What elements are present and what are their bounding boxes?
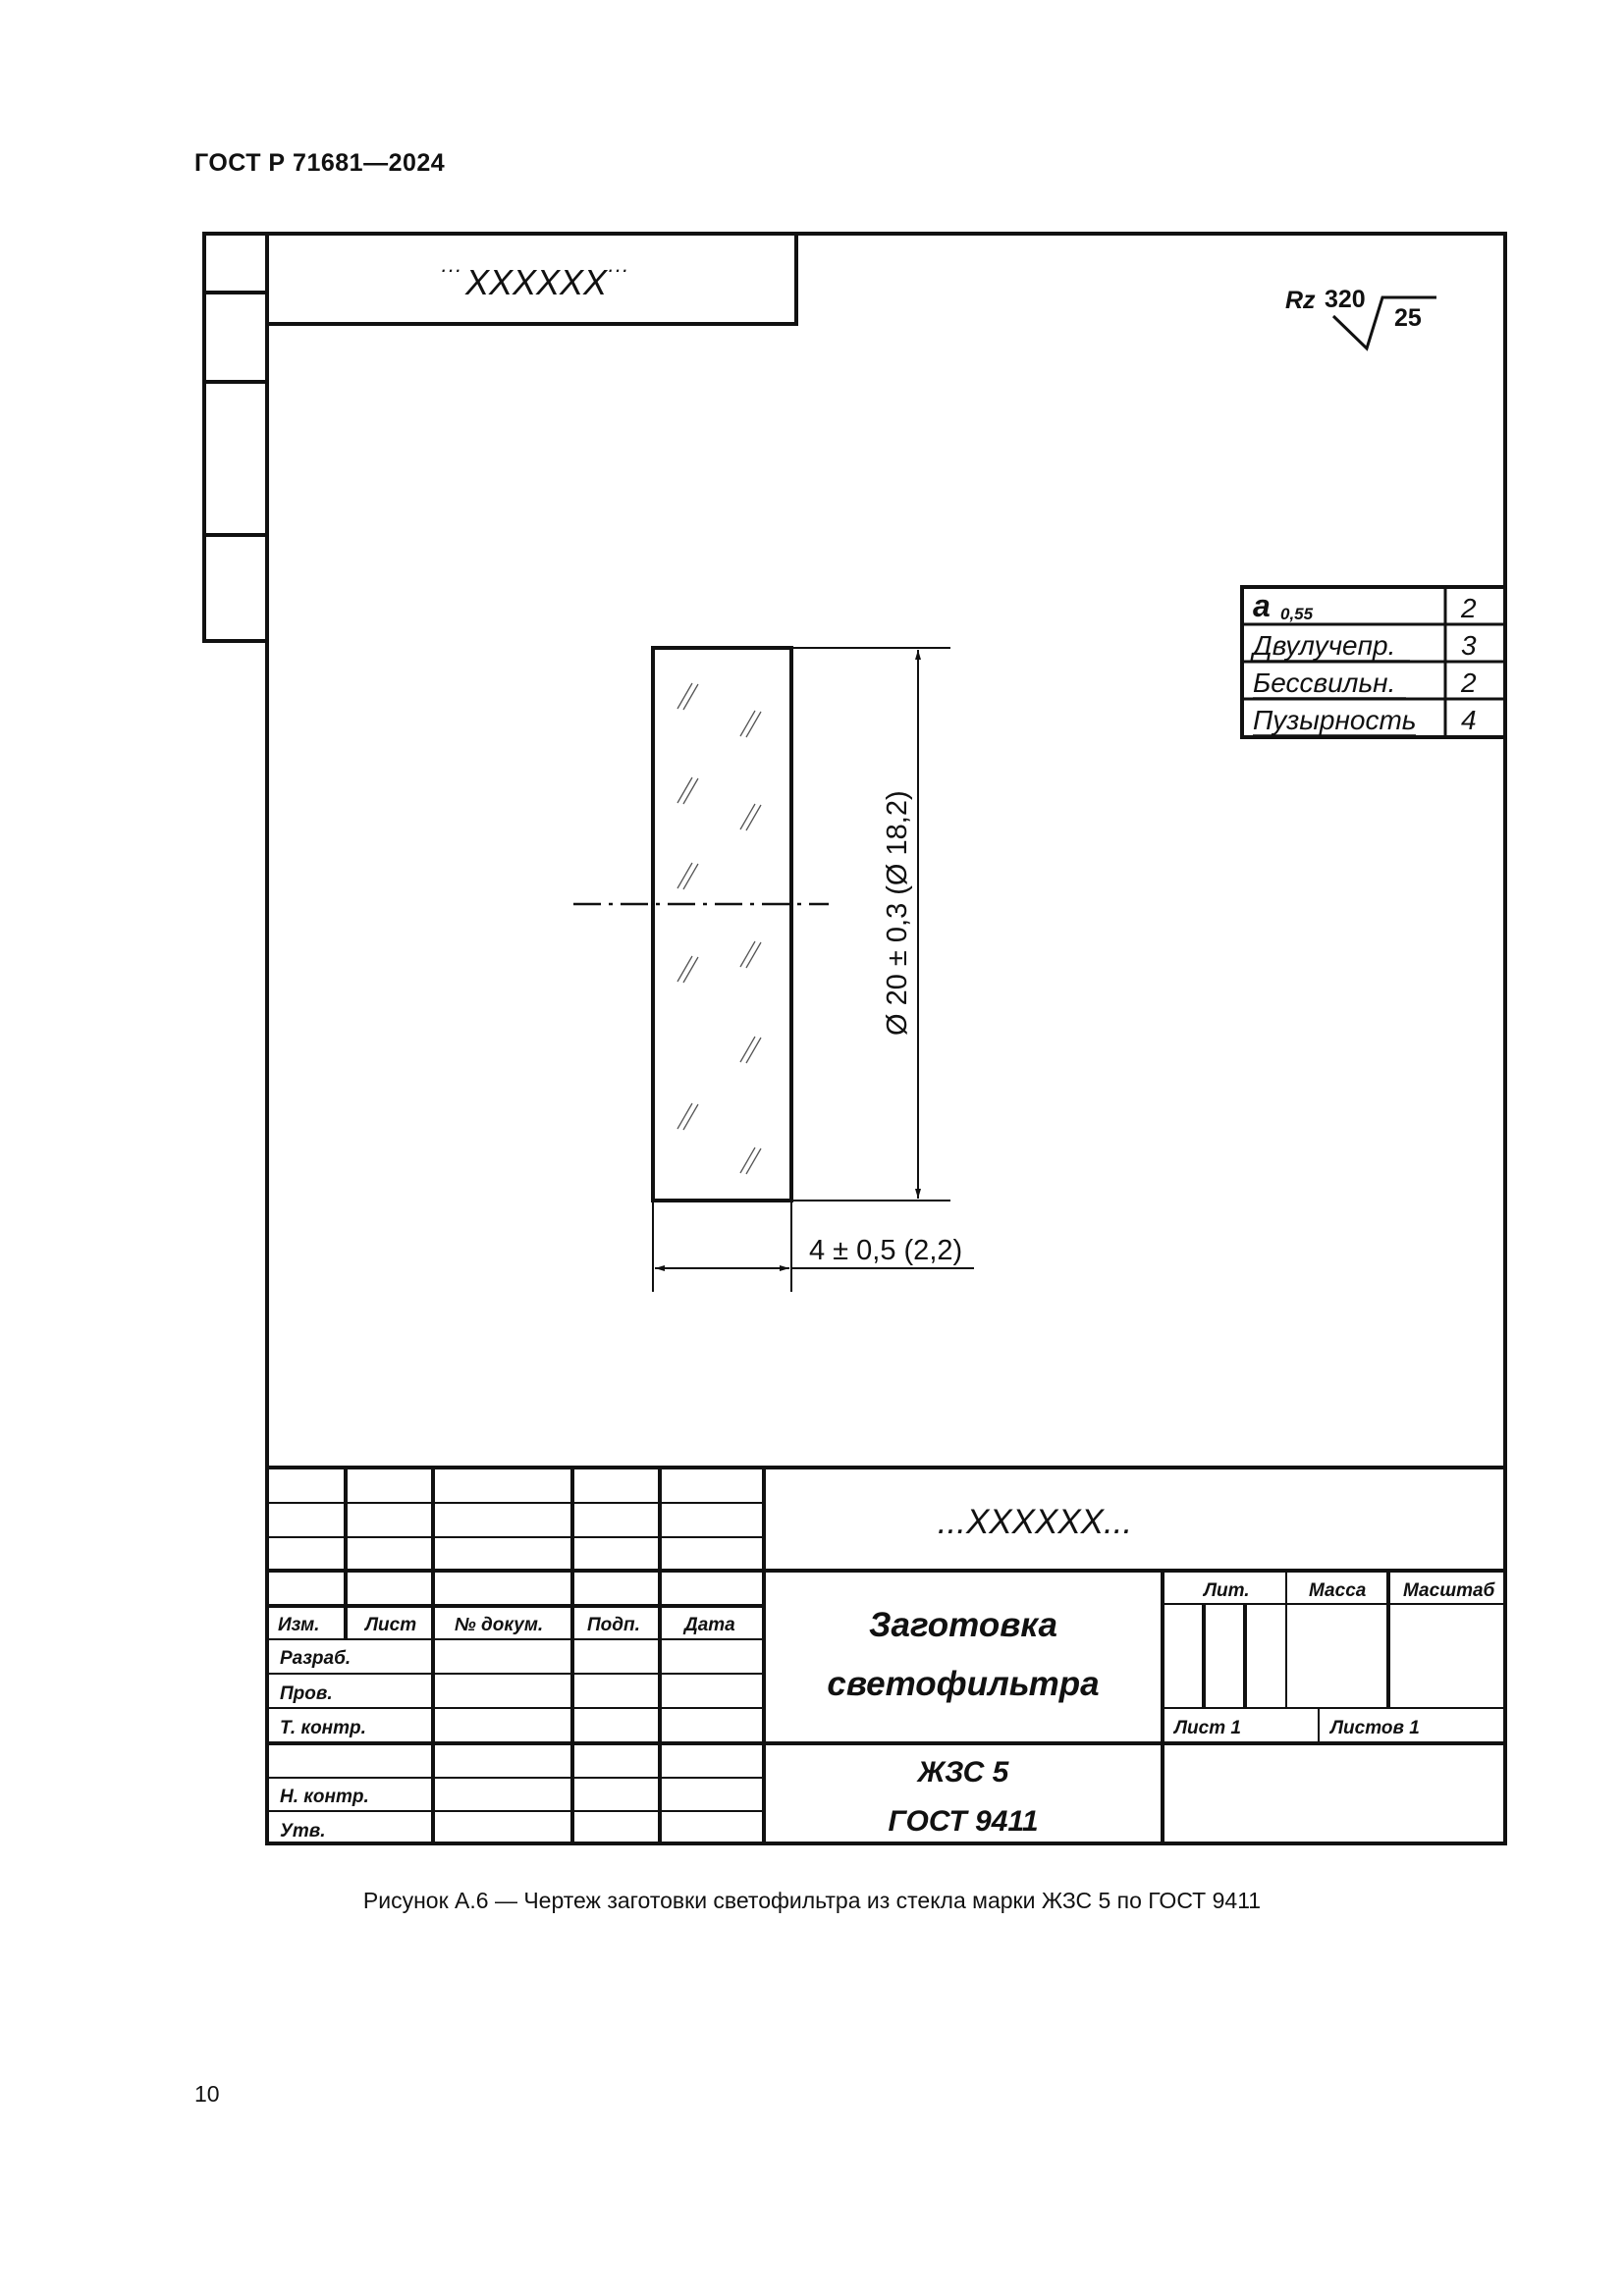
role-developed: Разраб. [280, 1648, 352, 1669]
roughness-general: 25 [1394, 304, 1422, 332]
letter-label: Лит. [1204, 1580, 1250, 1601]
roughness-value: 320 [1325, 286, 1366, 313]
sheet-frame [204, 234, 1505, 1843]
thickness-dimension-text: 4 ± 0,5 (2,2) [809, 1235, 963, 1266]
roughness-symbol [1285, 286, 1436, 348]
mass-label: Масса [1309, 1580, 1367, 1601]
col-header-change: Изм. [278, 1615, 320, 1635]
part-name-line1: Заготовка [869, 1606, 1057, 1644]
top-code-dots-right: ··· [607, 257, 628, 282]
part-name-line2: светофильтра [827, 1665, 1100, 1703]
col-header-signature: Подп. [587, 1615, 640, 1635]
top-code-dots-left: ··· [440, 257, 461, 282]
figure-caption: Рисунок А.6 — Чертеж заготовки светофильтра из стекла марки ЖЗС 5 по ГОСТ 9411 [362, 1888, 1262, 1913]
sheet-label: Лист 1 [1174, 1718, 1241, 1738]
requirement-striae-label: Бессвильн. [1253, 667, 1396, 698]
glass-hatch-icon [677, 683, 761, 1174]
document-header: ГОСТ Р 71681—2024 [194, 149, 446, 177]
filter-blank-section [653, 648, 791, 1201]
requirement-bubbles-value: 4 [1461, 705, 1477, 735]
material-line1: ЖЗС 5 [917, 1756, 1009, 1789]
roughness-param: Rz [1285, 287, 1316, 314]
col-header-sheet: Лист [365, 1615, 417, 1635]
sheets-label: Листов 1 [1330, 1718, 1420, 1738]
requirement-birefringence-value: 3 [1461, 630, 1477, 661]
requirement-birefringence-label: Двулучепр. [1253, 630, 1396, 661]
title-block-designation: ...XXXXXX... [937, 1503, 1133, 1541]
requirement-a-label: a [1253, 588, 1271, 623]
col-header-doc-number: № докум. [455, 1615, 544, 1635]
scale-label: Масштаб [1403, 1580, 1495, 1601]
requirement-a-subscript: 0,55 [1280, 605, 1314, 623]
requirement-a-value: 2 [1461, 593, 1477, 623]
requirement-bubbles-label: Пузырность [1253, 705, 1417, 735]
diameter-dimension-text: Ø 20 ± 0,3 (Ø 18,2) [882, 790, 913, 1036]
top-code: XXXXXX [465, 262, 608, 302]
role-approved: Утв. [280, 1821, 326, 1842]
requirement-striae-value: 2 [1461, 667, 1477, 698]
role-norm-control: Н. контр. [280, 1787, 369, 1807]
role-tech-control: Т. контр. [280, 1718, 366, 1738]
col-header-date: Дата [684, 1615, 735, 1635]
role-checked: Пров. [280, 1683, 333, 1704]
title-block-grid [267, 1468, 1505, 1843]
diameter-dimension [791, 648, 950, 1201]
material-line2: ГОСТ 9411 [888, 1805, 1039, 1838]
page-number: 10 [194, 2081, 220, 2107]
